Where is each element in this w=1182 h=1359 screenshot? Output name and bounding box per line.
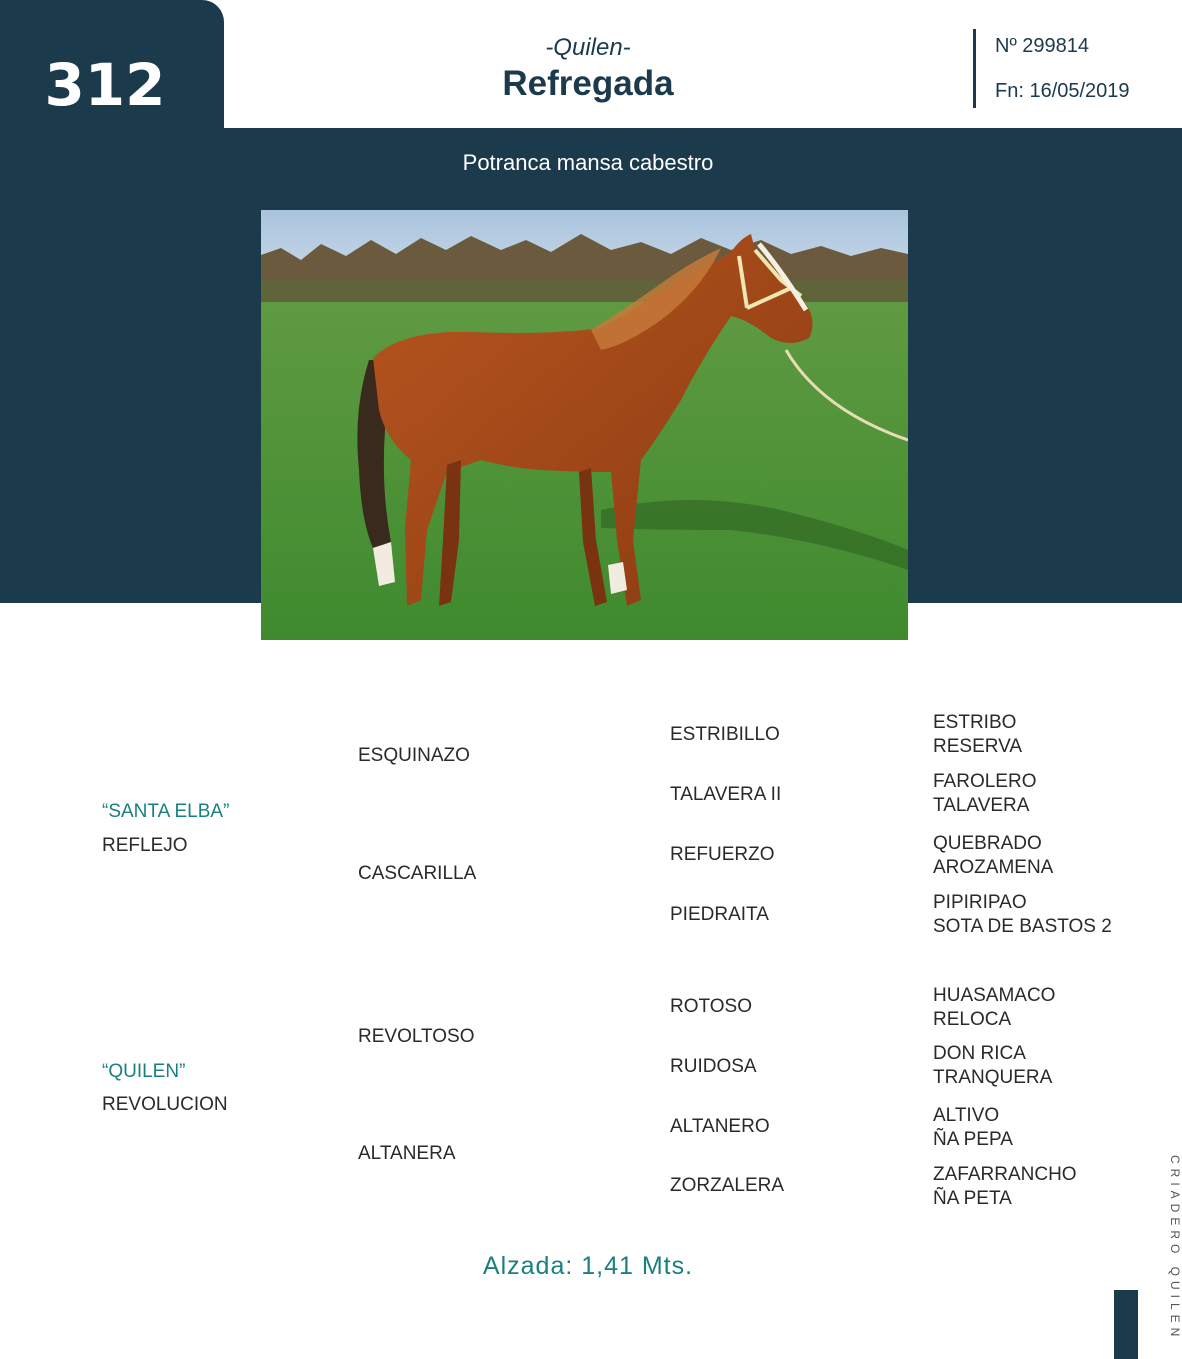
gen4-8: SOTA DE BASTOS 2	[933, 916, 1112, 937]
lot-number: 312	[44, 51, 166, 119]
gen3-1: ESTRIBILLO	[670, 724, 780, 745]
gen4-15: ZAFARRANCHO	[933, 1164, 1077, 1185]
gen3-6: RUIDOSA	[670, 1056, 757, 1077]
birth-date: Fn: 16/05/2019	[995, 80, 1130, 102]
gen4-3: FAROLERO	[933, 771, 1037, 792]
gen3-2: TALAVERA II	[670, 784, 782, 805]
gen4-11: DON RICA	[933, 1043, 1026, 1064]
dam-sire-name: REVOLTOSO	[358, 1026, 475, 1047]
gen4-12: TRANQUERA	[933, 1067, 1053, 1088]
side-accent-bar	[1114, 1290, 1138, 1359]
gen4-4: TALAVERA	[933, 795, 1030, 816]
sire-sire-name: ESQUINAZO	[358, 745, 470, 766]
gen3-7: ALTANERO	[670, 1116, 770, 1137]
gen4-7: PIPIRIPAO	[933, 892, 1027, 913]
lot-box	[0, 0, 224, 140]
gen4-16: ÑA PETA	[933, 1188, 1012, 1209]
horse-description: Potranca mansa cabestro	[462, 150, 714, 175]
gen4-1: ESTRIBO	[933, 712, 1017, 733]
gen4-6: AROZAMENA	[933, 857, 1054, 878]
gen4-9: HUASAMACO	[933, 985, 1056, 1006]
sire-breeder: “SANTA ELBA”	[102, 801, 230, 822]
gen4-10: RELOCA	[933, 1009, 1012, 1030]
gen3-8: ZORZALERA	[670, 1175, 785, 1196]
registration-number: Nº 299814	[995, 35, 1090, 57]
dam-dam-name: ALTANERA	[358, 1143, 456, 1164]
horse-photo	[261, 210, 908, 640]
dam-breeder: “QUILEN”	[102, 1061, 186, 1082]
gen3-4: PIEDRAITA	[670, 904, 769, 925]
dam-name: REVOLUCION	[102, 1094, 228, 1115]
sire-dam-name: CASCARILLA	[358, 863, 477, 884]
gen4-14: ÑA PEPA	[933, 1129, 1013, 1150]
gen4-2: RESERVA	[933, 736, 1023, 757]
gen4-5: QUEBRADO	[933, 833, 1042, 854]
gen3-3: REFUERZO	[670, 844, 775, 865]
gen3-5: ROTOSO	[670, 996, 752, 1017]
height-label: Alzada: 1,41 Mts.	[482, 1252, 694, 1280]
horse-name: Refregada	[502, 64, 674, 103]
breeder-side-label: CRIADERO QUILEN	[1168, 1155, 1182, 1342]
sire-name: REFLEJO	[102, 835, 188, 856]
registration-divider	[973, 29, 976, 108]
breeder-title: -Quilen-	[545, 34, 631, 61]
gen4-13: ALTIVO	[933, 1105, 1000, 1126]
